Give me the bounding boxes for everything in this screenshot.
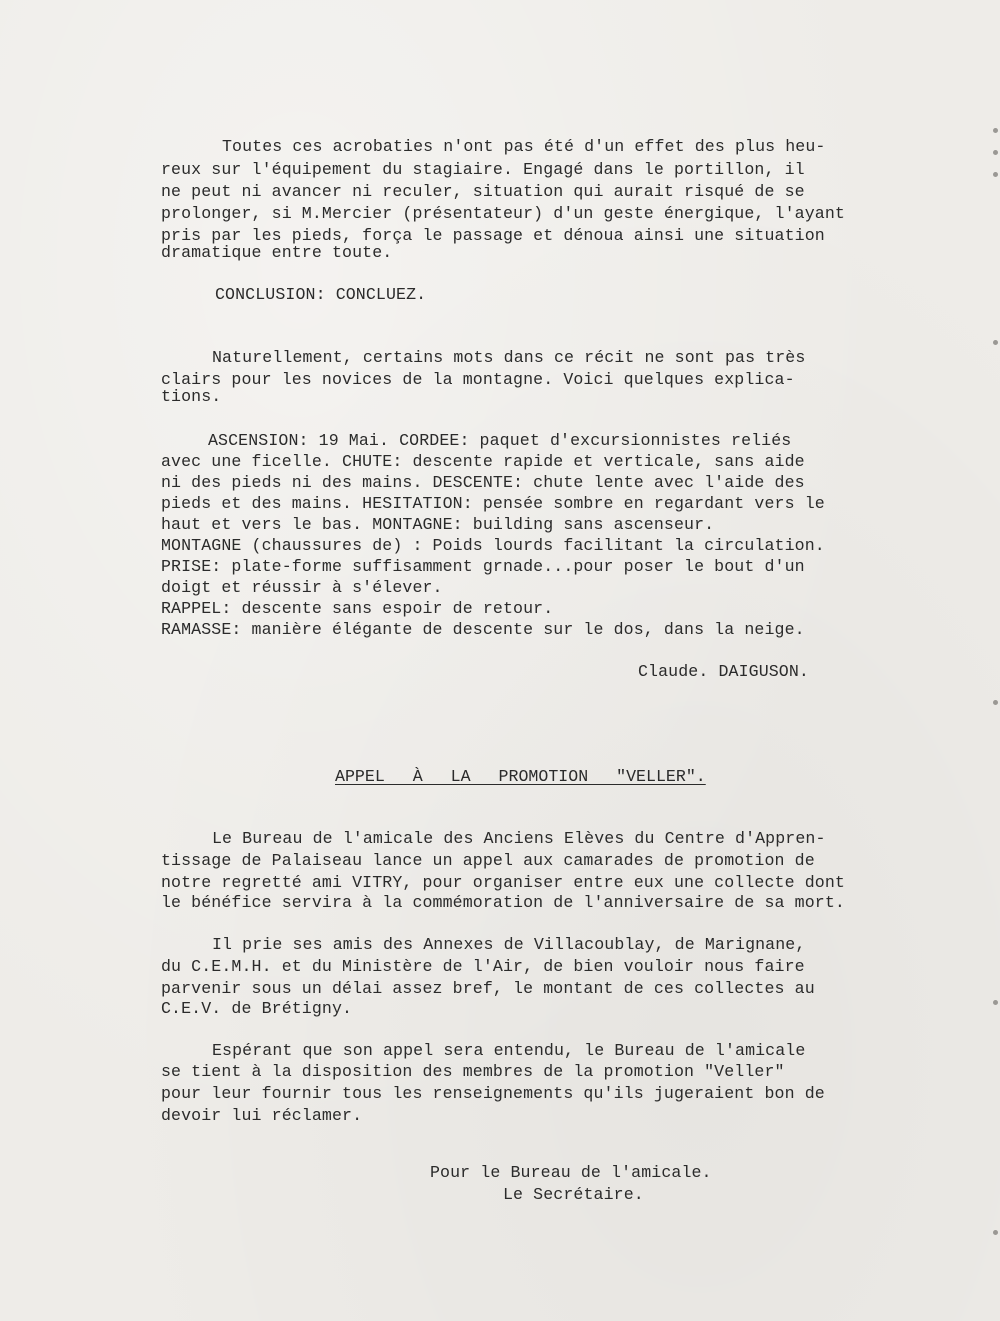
text-line: tissage de Palaiseau lance un appel aux camarades de promotion de <box>161 851 815 870</box>
text-line: pour leur fournir tous les renseignements qu'ils jugeraient bon de <box>161 1084 825 1103</box>
text-line: prolonger, si M.Mercier (présentateur) d'un geste énergique, l'ayant <box>161 204 845 223</box>
binder-hole <box>993 172 998 177</box>
signature: Claude. DAIGUSON. <box>638 662 809 681</box>
binder-hole <box>993 1000 998 1005</box>
text-line: Naturellement, certains mots dans ce récit ne sont pas très <box>212 348 806 367</box>
text-line: Toutes ces acrobaties n'ont pas été d'un effet des plus heu- <box>222 137 826 156</box>
text-line: Il prie ses amis des Annexes de Villacoublay, de Marignane, <box>212 935 806 954</box>
binder-hole <box>993 700 998 705</box>
text-line: le bénéfice servira à la commémoration de l'anniversaire de sa mort. <box>161 893 845 912</box>
text-line: du C.E.M.H. et du Ministère de l'Air, de bien vouloir nous faire <box>161 957 805 976</box>
glossary-line: ASCENSION: 19 Mai. CORDEE: paquet d'excursionnistes reliés <box>208 431 792 450</box>
text-line: tions. <box>161 387 222 406</box>
glossary-line: PRISE: plate-forme suffisamment grnade...pour poser le bout d'un <box>161 557 805 576</box>
text-line: C.E.V. de Brétigny. <box>161 999 353 1018</box>
glossary-line: pieds et des mains. HESITATION: pensée sombre en regardant vers le <box>161 494 825 513</box>
closing-line: Le Secrétaire. <box>503 1185 644 1204</box>
binder-hole <box>993 1230 998 1235</box>
glossary-line: avec une ficelle. CHUTE: descente rapide et verticale, sans aide <box>161 452 805 471</box>
binder-hole <box>993 150 998 155</box>
glossary-line: doigt et réussir à s'élever. <box>161 578 443 597</box>
binder-holes <box>988 0 1000 1321</box>
glossary-line: RAMASSE: manière élégante de descente sur le dos, dans la neige. <box>161 620 805 639</box>
text-line: Le Bureau de l'amicale des Anciens Elèves du Centre d'Appren- <box>212 829 826 848</box>
binder-hole <box>993 340 998 345</box>
conclusion-line: CONCLUSION: CONCLUEZ. <box>215 285 427 304</box>
glossary-line: MONTAGNE (chaussures de) : Poids lourds facilitant la circulation. <box>161 536 825 555</box>
glossary-line: haut et vers le bas. MONTAGNE: building sans ascenseur. <box>161 515 715 534</box>
text-line: Espérant que son appel sera entendu, le Bureau de l'amicale <box>212 1041 806 1060</box>
text-line: se tient à la disposition des membres de la promotion "Veller" <box>161 1062 785 1081</box>
text-line: notre regretté ami VITRY, pour organiser entre eux une collecte dont <box>161 873 845 892</box>
glossary-line: RAPPEL: descente sans espoir de retour. <box>161 599 554 618</box>
glossary-line: ni des pieds ni des mains. DESCENTE: chute lente avec l'aide des <box>161 473 805 492</box>
text-line: reux sur l'équipement du stagiaire. Engagé dans le portillon, il <box>161 160 805 179</box>
closing-line: Pour le Bureau de l'amicale. <box>430 1163 712 1182</box>
text-line: dramatique entre toute. <box>161 243 393 262</box>
text-line: pris par les pieds, força le passage et dénoua ainsi une situation <box>161 226 825 245</box>
section-title: APPEL À LA PROMOTION "VELLER". <box>335 767 706 786</box>
text-line: ne peut ni avancer ni reculer, situation qui aurait risqué de se <box>161 182 805 201</box>
binder-hole <box>993 128 998 133</box>
text-line: parvenir sous un délai assez bref, le montant de ces collectes au <box>161 979 815 998</box>
text-line: clairs pour les novices de la montagne. Voici quelques explica- <box>161 370 795 389</box>
text-line: devoir lui réclamer. <box>161 1106 363 1125</box>
